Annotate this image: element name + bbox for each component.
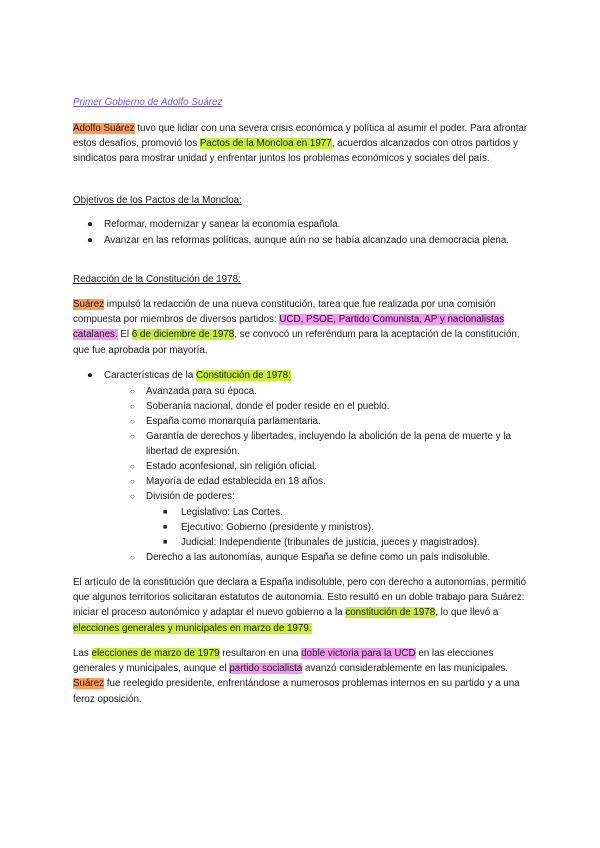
highlight: 6 de diciembre de 1978 — [131, 329, 235, 341]
sublist-item — [130, 384, 530, 399]
heading-constitucion: Redacción de la Constitución de 1978: — [73, 274, 241, 285]
list-item — [87, 233, 527, 248]
circle-bullet-icon: ○ — [130, 553, 135, 562]
sublist-item — [130, 489, 530, 504]
document-title: Primer Gobierno de Adolfo Suárez — [73, 97, 223, 108]
heading-objetivos: Objetivos de los Pactos de la Moncloa: — [73, 195, 242, 206]
highlight: Constitución de 1978: — [196, 370, 291, 381]
circle-bullet-icon: ○ — [130, 402, 135, 411]
list-item-text: Ejecutivo: Gobierno (presidente y ministros). — [181, 522, 374, 533]
text: Características de la — [104, 370, 197, 381]
text: El artículo de la constitución que declara a España indisoluble, pero con derecho a autonomías, permitió que algunos territorios solicitaran estatutos de autonomía. Esto resultó en un doble trabajo para Suárez: iniciar el proceso autonómico y adaptar el nuevo gobierno a la — [73, 577, 527, 619]
highlight: elecciones generales y municipales en marzo de 1979. — [73, 622, 312, 634]
list-item-text: Garantía de derechos y libertades, incluyendo la abolición de la pena de muerte y la libertad de expresión. — [146, 431, 511, 458]
list-item-text: Avanzar en las reformas políticas, aunque aún no se había alcanzado una democracia plena. — [104, 235, 510, 246]
text: El — [117, 329, 132, 341]
circle-bullet-icon: ○ — [130, 477, 135, 486]
subsublist-item — [163, 535, 523, 550]
sublist-item — [130, 414, 530, 429]
text: impulsó la redacción de una nueva constitución, tarea que fue realizada por una comisión compuesta por miembros de diversos partidos: — [73, 299, 496, 326]
highlight: Suárez — [73, 678, 105, 690]
text: fue reelegido presidente, enfrentándose a numerosos problemas internos en su partido y a una feroz oposición. — [73, 678, 520, 705]
text: en las elecciones generales y municipales, aunque el — [73, 648, 494, 675]
list-item-text: España como monarquía parlamentaria. — [146, 416, 321, 427]
list-item-text: Reformar, modernizar y sanear la economía española. — [104, 219, 341, 230]
list-item-text: Estado aconfesional, sin religión oficial. — [146, 461, 318, 472]
sublist-item — [130, 459, 530, 474]
sublist-item — [130, 399, 530, 414]
text: avanzó considerablemente en las municipales. — [302, 663, 509, 675]
list-item — [87, 217, 527, 232]
list-item — [87, 368, 527, 383]
list-item-text: Avanzada para su época. — [146, 386, 257, 397]
circle-bullet-icon: ○ — [130, 492, 135, 501]
list-item-text: Judicial: Independiente (tribunales de justicia, jueces y magistrados). — [181, 537, 480, 548]
text: tuvo que lidiar con una severa crisis económica y política al asumir el poder. Para afrontar estos desafíos, promovió los — [73, 123, 528, 150]
sublist-item — [130, 429, 530, 459]
circle-bullet-icon: ○ — [130, 387, 135, 396]
square-bullet-icon: ■ — [163, 509, 168, 516]
subsublist-item — [163, 505, 523, 520]
circle-bullet-icon: ○ — [130, 417, 135, 426]
list-item-text: División de poderes: — [146, 491, 235, 502]
subsublist-item — [163, 520, 523, 535]
sublist-item — [130, 474, 530, 489]
text: , se convocó un referéndum para la aceptación de la constitución, que fue aprobada por mayoría. — [73, 329, 520, 356]
text: , lo que llevó a — [435, 607, 499, 619]
highlight: partido socialista — [229, 663, 303, 675]
paragraph-intro — [73, 121, 531, 167]
text: Las — [73, 648, 92, 659]
highlight: UCD, PSOE, Partido Comunista, AP y nacionalistas catalanes. — [73, 314, 505, 341]
paragraph-constitucion — [73, 297, 531, 358]
bullet-icon: ● — [87, 235, 93, 246]
bullet-icon: ● — [87, 370, 93, 381]
highlight: constitución de 1978 — [345, 607, 436, 619]
circle-bullet-icon: ○ — [130, 462, 135, 471]
text: resultaron en una — [219, 648, 302, 659]
paragraph-autonomias — [73, 575, 531, 636]
bullet-icon: ● — [87, 219, 93, 230]
list-item-text: Legislativo: Las Cortes. — [181, 507, 283, 518]
list-item-text — [104, 368, 527, 383]
list-item-text: Soberanía nacional, donde el poder reside en el pueblo. — [146, 401, 390, 412]
highlight: Pactos de la Moncloa en 1977 — [199, 138, 332, 150]
square-bullet-icon: ■ — [163, 524, 168, 531]
highlight: elecciones de marzo de 1979 — [91, 648, 220, 659]
paragraph-elecciones — [73, 646, 531, 707]
highlight: Suárez — [73, 299, 105, 310]
list-item-text: Mayoría de edad establecida en 18 años. — [146, 476, 326, 487]
highlight: doble victoria para la UCD — [301, 648, 416, 659]
square-bullet-icon: ■ — [163, 539, 168, 546]
circle-bullet-icon: ○ — [130, 432, 135, 441]
highlight: Adolfo Suárez — [73, 123, 135, 134]
list-item-text: Derecho a las autonomías, aunque España se define como un país indisoluble. — [146, 552, 491, 563]
sublist-item — [130, 550, 530, 565]
text: , acuerdos alcanzados con otros partidos y sindicatos para mostrar unidad y enfrentar juntos los problemas económicos y sociales del país. — [73, 138, 518, 165]
